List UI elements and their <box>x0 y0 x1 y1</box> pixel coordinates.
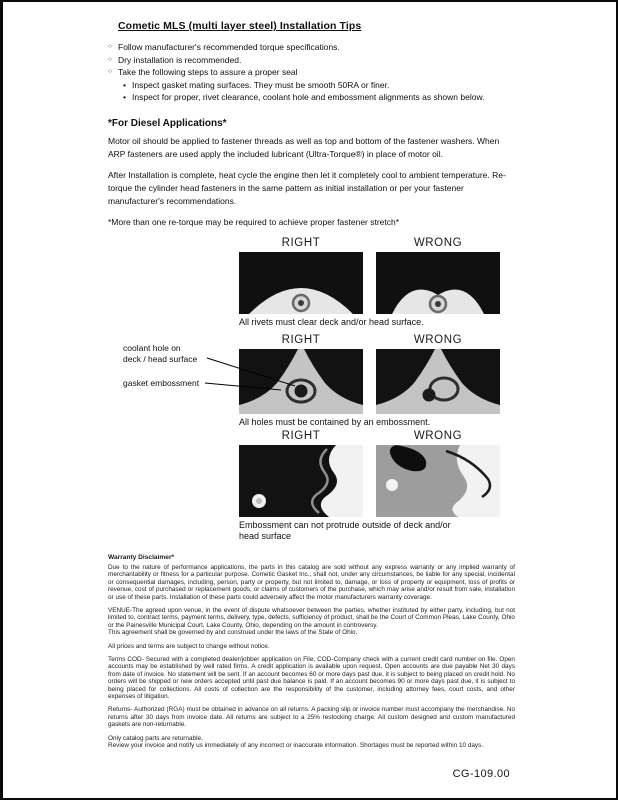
rivet-right-diagram <box>239 252 363 314</box>
warranty-heading: Warranty Disclaimer* <box>108 553 175 561</box>
coolant-hole-label-line1: coolant hole on <box>123 342 181 353</box>
catalog-page-code: CG-109.00 <box>452 768 510 780</box>
diagram-headers <box>239 334 500 347</box>
embossment-right-diagram <box>239 445 363 517</box>
gasket-embossment-label: gasket embossment <box>123 377 200 388</box>
page-title: Cometic MLS (multi layer steel) Installation Tips <box>118 20 362 32</box>
subtip-item: • Inspect gasket mating surfaces. They must be smooth 50RA or finer. <box>123 79 510 92</box>
right-label: RIGHT <box>281 429 321 442</box>
installation-subtips-list <box>123 79 510 104</box>
holes-caption: All holes must be contained by an embossment. <box>239 416 431 427</box>
diesel-applications-heading: *For Diesel Applications* <box>108 117 227 129</box>
warranty-paragraph-venue: VENUE-The agreed upon venue, in the event of dispute whatsoever between the parties, whether instituted by either party, including, but not limited to, contract terms, payment terms, delivery, type, defects, sufficiency of product, shall be the Court of Common Pleas, Lake County, Ohio or the Painesville Municipal Court, Lake County, Ohio, depending on the amount in controversy. <box>108 606 515 629</box>
coolant-hole-wrong-diagram <box>376 349 500 414</box>
warranty-section <box>108 554 515 750</box>
warranty-paragraph-review: Review your invoice and notify us immediately of any incorrect or inaccurate information. Shortages must be reported within 10 days. <box>108 742 484 750</box>
embossment-caption: Embossment can not protrude outside of deck and/or head surface <box>239 519 451 541</box>
warranty-paragraph-catalog: Only catalog parts are returnable. <box>108 734 203 742</box>
warranty-paragraph-returns: Returns- Authorized (RGA) must be obtained in advance on all returns. A packing slip or invoice number must accompany the merchandise. No returns after 30 days from invoice date. All returns are subject to a 25% restocking charge. All custom designed and custom manufactured gaskets are non-returnable. <box>108 706 515 729</box>
rivet-diagram-section <box>239 237 500 328</box>
coolant-hole-right-diagram <box>239 349 363 414</box>
page-content <box>3 2 616 749</box>
tip-item: ○ Take the following steps to assure a proper seal <box>108 66 510 79</box>
diagram-headers <box>239 430 500 443</box>
warranty-paragraph-governing-law: This agreement shall be governed by and construed under the laws of the State of Ohio. <box>108 629 358 637</box>
coolant-hole-label-line2: deck / head surface <box>123 353 198 364</box>
warranty-paragraph-terms: Terms COD- Secured with a completed dealer/jobber application on File, COD-Company check with a current credit card number on file. Open accounts may be established by well rated firms. A credit application is available upon request. Open accounts are due payable Net 30 days from date of invoice. No statement will be sent. If an account becomes 60 or more days past due, it is subject to being placed on credit hold. No orders will be shipped or new orders accepted until past due balance is paid. If an account becomes 90 or more days past due, it is subject to being placed for collections. All costs of collection are the responsibility of the customer, including attorney fees, court costs, and other expenses of litigation. <box>108 655 515 700</box>
diagram-panels <box>239 252 500 314</box>
wrong-label: WRONG <box>413 429 463 442</box>
diagram-panels <box>239 445 500 517</box>
coolant-hole-diagram-section <box>123 333 500 428</box>
warranty-paragraph-liability: Due to the nature of performance applications, the parts in this catalog are sold without any express warranty or any implied warranty of merchantability or fitness for a particular purpose. Cometic Gasket Inc., shall not, under any circumstances, be liable for any special, incidental or consequential damages, including, person, party or property, but not limited to, damage, or loss of property or equipment, loss of profits or revenue, cost of purchased or replacement goods, or claims of customers of the purchase, which may arise and/or result from sale, installation or use of these parts. Installation of these parts could adversely affect the motor manufacturers warranty coverage. <box>108 563 515 601</box>
diesel-paragraph-heat-cycle: After Installation is complete, heat cycle the engine then let it completely cool to ambient temperature. Re-torque the cylinder head fasteners in the same pattern as initial installation or per your fastener manufacturer's recommendations. <box>108 169 506 206</box>
wrong-label: WRONG <box>413 333 463 346</box>
embossment-wrong-diagram <box>376 445 500 517</box>
retorque-note: *More than one re-torque may be required to achieve proper fastener stretch* <box>108 216 400 227</box>
wrong-label: WRONG <box>413 236 463 249</box>
subtip-item: • Inspect for proper, rivet clearance, coolant hole and embossment alignments as shown below. <box>123 91 510 104</box>
embossment-diagram-section <box>239 430 500 542</box>
right-label: RIGHT <box>281 236 321 249</box>
tip-item: ○ Follow manufacturer's recommended torque specifications. <box>108 41 510 54</box>
diagram-panels <box>239 349 500 414</box>
installation-tips-list <box>108 41 510 79</box>
coolant-hole-label <box>123 343 227 365</box>
diesel-paragraph-oil: Motor oil should be applied to fastener threads as well as top and bottom of the fastener washers. When ARP fasteners are used apply the included lubricant (Ultra-Torque®) in place of motor oil. <box>108 135 500 159</box>
diagram-headers <box>239 237 500 250</box>
warranty-paragraph-prices: All prices and terms are subject to change without notice. <box>108 642 270 650</box>
right-label: RIGHT <box>281 333 321 346</box>
tip-item: ○ Dry installation is recommended. <box>108 54 510 67</box>
rivet-wrong-diagram <box>376 252 500 314</box>
rivet-caption: All rivets must clear deck and/or head surface. <box>239 316 424 327</box>
